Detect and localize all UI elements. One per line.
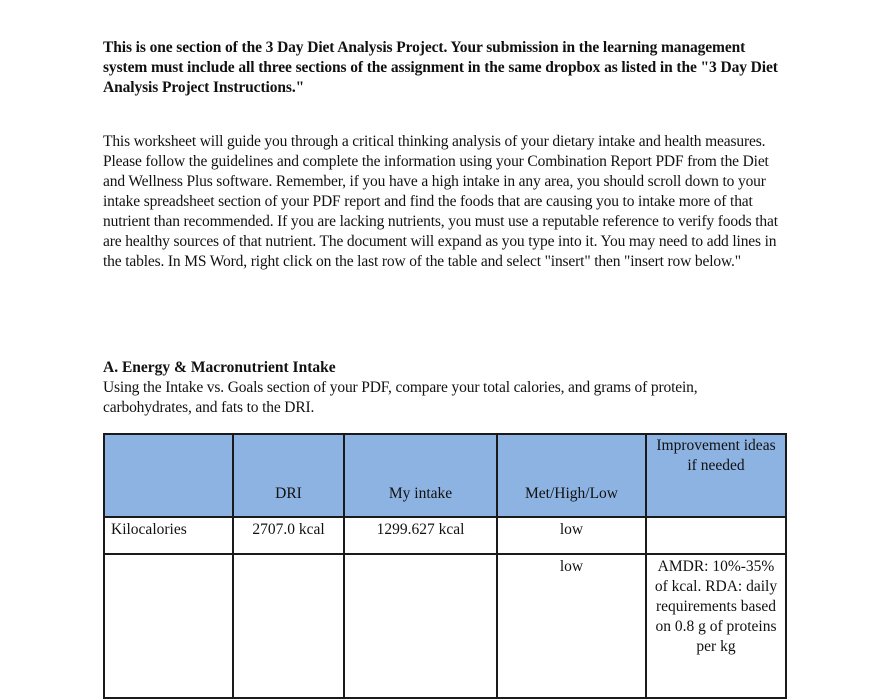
cell-my-intake[interactable] — [344, 554, 497, 698]
cell-nutrient[interactable] — [104, 554, 233, 698]
cell-my-intake[interactable]: 1299.627 kcal — [344, 517, 497, 554]
intro-instructions: This worksheet will guide you through a critical thinking analysis of your dietary intake and health measures. Please follow the guidelines and complete the information using your Combination Report PDF from the Diet and Wellness Plus software. Remember, if you have a high intake in any area, you should scroll down to your intake spreadsheet section of your PDF report and find the foods that are causing you to intake more of that nutrient than recommended. If you are lacking nutrients, you must use a reputable reference to verify foods that are healthy sources of that nutrient. The document will expand as you type into it. You may need to add lines in the tables. In MS Word, right click on the last row of the table and select "insert" then "insert row below." — [103, 133, 778, 270]
header-cell-nutrient[interactable] — [104, 434, 233, 517]
cell-status[interactable]: low — [497, 517, 646, 554]
section-a-heading: A. Energy & Macronutrient Intake — [103, 359, 336, 376]
cell-nutrient[interactable]: Kilocalories — [104, 517, 233, 554]
header-cell-met-high-low[interactable]: Met/High/Low — [497, 434, 646, 517]
cell-improvement[interactable]: AMDR: 10%-35% of kcal. RDA: daily requirements based on 0.8 g of proteins per kg — [646, 554, 786, 698]
header-cell-my-intake[interactable]: My intake — [344, 434, 497, 517]
table-row — [104, 517, 786, 554]
table-header-row — [104, 434, 786, 517]
cell-dri[interactable] — [233, 554, 344, 698]
section-a-description: Using the Intake vs. Goals section of your PDF, compare your total calories, and grams of protein, carbohydrates, and fats to the DRI. — [103, 379, 698, 416]
header-cell-dri[interactable]: DRI — [233, 434, 344, 517]
header-cell-improvement[interactable]: Improvement ideas if needed — [646, 434, 786, 517]
cell-improvement[interactable] — [646, 517, 786, 554]
table-row — [104, 554, 786, 698]
macronutrient-table — [103, 433, 787, 699]
intro-notice: This is one section of the 3 Day Diet Analysis Project. Your submission in the learning management system must include all three sections of the assignment in the same dropbox as listed in the "3 Day Diet Analysis Project Instructions." — [103, 39, 778, 96]
cell-dri[interactable]: 2707.0 kcal — [233, 517, 344, 554]
cell-status[interactable]: low — [497, 554, 646, 698]
